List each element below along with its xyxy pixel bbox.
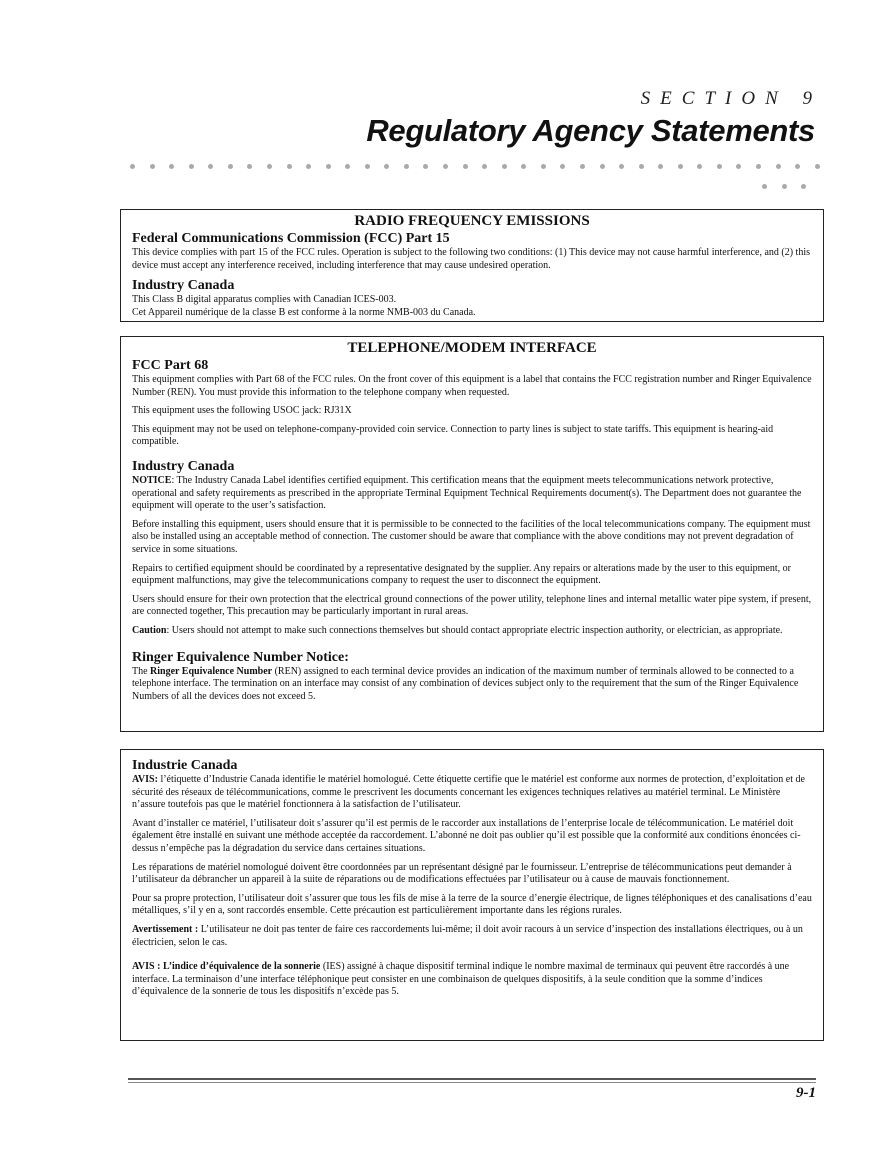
- tel-heading: TELEPHONE/MODEM INTERFACE: [347, 340, 597, 356]
- avertissement-paragraph: [132, 924, 812, 949]
- industrie-canada-box: [120, 749, 824, 1041]
- notice-paragraph: [132, 475, 812, 513]
- fr-install-paragraph: Avant d’installer ce matériel, l’utilisateur doit s’assurer qu’il est permis de le raccorder aux installations de l’enterprise locale de télécommunication. Le matériel doit également être installé en suivant une méthode acceptée da raccordement. L’abonné ne doit pas oublier qu’il est possible que la conformité aux conditions énoncées ci-dessus n’empêche pas la dégradation du service dans certaines situations.: [132, 817, 801, 854]
- ies-label: AVIS : L’indice d’équivalence de la sonnerie: [132, 961, 321, 973]
- ren-bold: Ringer Equivalence Number: [150, 665, 273, 677]
- ies-text: (IES) assigné à chaque dispositif terminal indique le nombre maximal de terminaux qui peuvent être raccordés à une interface. La terminaison d’une interface téléphonique peut consister en une combinaison de quelques dispositifs, à la seule condition que la somme d’indices d’équivalence de la sonnerie de tous les dispositifs n’excède pas 5.: [132, 961, 790, 998]
- ren-text: (REN) assigned to each terminal device provides an indication of the maximum number of terminals allowed to be connected to a telephone interface. The termination on an interface may consist of any combination of devices subject only to the requirement that the sum of the Ringer Equivalence Numbers of all the devices does not exceed 5.: [132, 665, 799, 702]
- dot-divider: [130, 164, 820, 169]
- ies-paragraph: [132, 961, 812, 999]
- caution-text: : Users should not attempt to make such connections themselves but should contact appropriate electric inspection authority, or electrician, as appropriate.: [166, 624, 783, 636]
- fcc68-paragraph: This equipment complies with Part 68 of the FCC rules. On the front cover of this equipment is a label that contains the FCC registration number and Ringer Equivalence Number (REN). You must provide this information to the telephone company when requested.: [132, 374, 812, 398]
- fcc68-usoc: This equipment uses the following USOC jack: RJ31X: [132, 405, 352, 417]
- ren-paragraph: [132, 666, 812, 704]
- fcc68-coin: This equipment may not be used on telephone-company-provided coin service. Connection to party lines is subject to state tariffs. This equipment is hearing-aid compatible.: [132, 423, 774, 448]
- avertissement-text: L’utilisateur ne doit pas tenter de faire ces raccordements lui-même; il doit avoir racours à un service d’inspection des installations électriques, ou à un électricien, selon le cas.: [132, 923, 803, 948]
- avis-text: l’étiquette d’Industrie Canada identifie le matériel homologué. Cette étiquette certifie que le matériel est conforme aux normes de protection, d’exploitation et de sécurité des réseaux de télécommunications, comme le prescrivent les documents concernant les exigences techniques relatives au matériel terminal. Le Ministère n’assure toutefois pas que le matériel fonctionnera à la satisfaction de l’utilisateur.: [132, 774, 805, 811]
- section-label: SECTION 9: [640, 88, 822, 109]
- fr-repairs-paragraph: Les réparations de matériel nomologué doivent être coordonnées par un représentant désigné par le fournisseur. L’entreprise de télécommunications peut demander à l’utilisateur da débrancher un appareil à la suite de réparations ou de modifications effectuées par l’utilisateur ou à cause de mauvais fonctionnement.: [132, 861, 792, 886]
- ices-text-fr: Cet Appareil numérique de la classe B est conforme à la norme NMB-003 du Canada.: [132, 306, 476, 318]
- fr-heading: Industrie Canada: [132, 758, 238, 773]
- footer-rule: [128, 1078, 816, 1080]
- ren-heading: Ringer Equivalence Number Notice:: [132, 649, 349, 665]
- fr-ground-paragraph: Pour sa propre protection, l’utilisateur doit s’assurer que tous les fils de mise à la terre de la source d’energie électrique, de lignes téléphoniques et des canalisations d’eau métalliques, s’il y en a, sont raccordés ensemble. Cette précaution est particulièrement importante dans les régions rurales.: [132, 892, 812, 917]
- page-number: 9-1: [796, 1085, 816, 1101]
- ground-paragraph: Users should ensure for their own protection that the electrical ground connections of the power utility, telephone lines and internal metallic water pipe system, if present, are connected together, This precaution may be particularly important in rural areas.: [132, 593, 812, 618]
- ices-text-en: This Class B digital apparatus complies with Canadian ICES-003.: [132, 294, 397, 306]
- repairs-paragraph: Repairs to certified equipment should be coordinated by a representative designated by the supplier. Any repairs or alterations made by the user to this equipment, or equipment malfunctions, may give the telecommunications company to request the user to disconnect the equipment.: [132, 562, 791, 587]
- fcc-part15-heading: Federal Communications Commission (FCC) Part 15: [132, 231, 450, 246]
- dot-divider-tail: [762, 184, 806, 189]
- install-paragraph: Before installing this equipment, users should ensure that it is permissible to be connected to the facilities of the local telecommunications company. The equipment must also be installed using an acceptable method of connection. The customer should be aware that compliance with the above conditions may not prevent degradation of service in some situations.: [132, 518, 811, 555]
- caution-label: Caution: [132, 624, 167, 636]
- fcc-part15-text: This device complies with part 15 of the FCC rules. Operation is subject to the following two conditions: (1) This device may not cause harmful interference, and (2) this device must accept any interference received, including interference that may cause undesired operation.: [132, 247, 810, 271]
- fcc-part68-heading: FCC Part 68: [132, 358, 209, 373]
- notice-label: NOTICE: [132, 474, 172, 486]
- avis-label: AVIS:: [132, 774, 158, 785]
- rf-industry-canada-heading: Industry Canada: [132, 278, 235, 294]
- ren-pre: The: [132, 665, 151, 677]
- rf-emissions-box: [120, 209, 824, 322]
- page-title: Regulatory Agency Statements: [366, 113, 815, 148]
- notice-text: : The Industry Canada Label identifies certified equipment. This certification means that the equipment meets telecommunications network protective, operational and safety requirements as prescribed in the appropriate Terminal Equipment Technical Requirements document(s). The Department does not guarantee the equipment will operate to the user’s satisfaction.: [132, 474, 802, 512]
- rf-heading: RADIO FREQUENCY EMISSIONS: [354, 213, 590, 229]
- tel-industry-canada-heading: Industry Canada: [132, 458, 235, 474]
- avis-paragraph: [132, 774, 812, 812]
- telephone-modem-box: [120, 336, 824, 732]
- footer-rule-thin: [128, 1082, 816, 1083]
- caution-paragraph: [132, 625, 812, 638]
- avertissement-label: Avertissement :: [132, 923, 199, 935]
